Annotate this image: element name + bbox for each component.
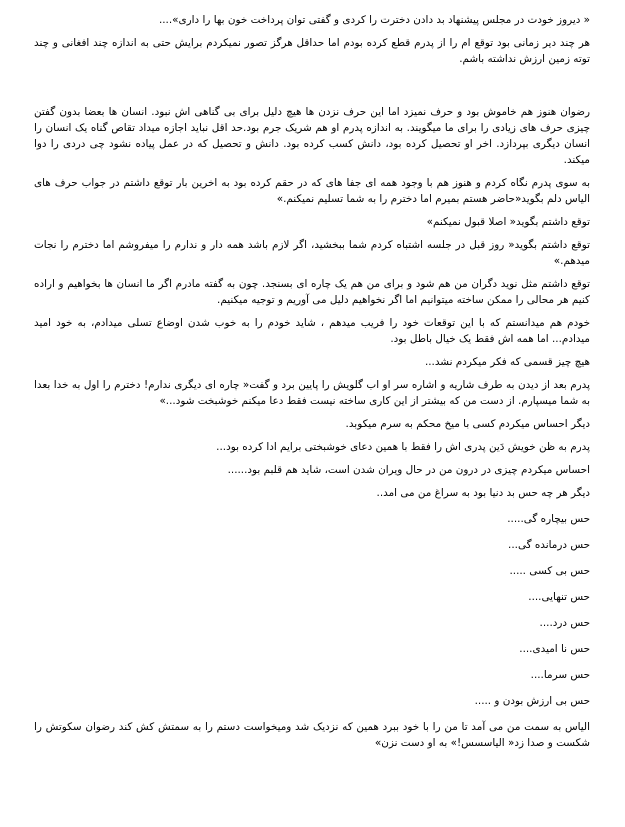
paragraph: توقع داشتم مثل نوید دگران من هم شود و برای من هم یک چاره ای بسنجد. چون به گفته مادرم اگر ما انسان ها بخواهیم و اراده کنیم هر محالی را ممکن ساخته میتوانیم اما اگر نخواهیم دلیل می آوریم و توجیه میکنیم.: [34, 278, 590, 306]
feeling-line: حس بی کسی .....: [509, 565, 590, 577]
paragraph: هر چند دیر زمانی بود توقع ام را از پدرم قطع کرده بودم اما حداقل هرگز تصور نمیکردم برایش حتی به اندازه چند افغانی و چند توته زمین ارزش نداشته باشم.: [34, 37, 590, 65]
paragraph: پدرم به ظن خویش دَین پدری اش را فقط با همین دعای خوشبختی برایم ادا کرده بود...: [216, 441, 590, 453]
paragraph: خودم هم میدانستم که با این توقعات خود را فریب میدهم ، شاید خودم را به خوب شدن اوضاع تسلی میدادم، به خود امید میدادم... اما همه اش فقط یک خیال باطل بود.: [34, 317, 590, 345]
paragraph: توقع داشتم بگوید« روز قبل در جلسه اشتباه کردم شما ببخشید، اگر لازم باشد همه دار و ندارم را میفروشم اما دخترم را نجات میدهم.»: [34, 239, 590, 267]
paragraph: به سوی پدرم نگاه کردم و هنوز هم با وجود همه ای جفا های که در حقم کرده بود به اخرین بار توقع داشتم در جواب حرف های الیاس دلم بگوید«حاضر هستم بمیرم اما دخترم را به شما تسلیم نمیکنم.»: [34, 177, 590, 205]
paragraph: هیچ چیز قسمی که فکر میکردم نشد...: [424, 356, 590, 368]
paragraph: پدرم بعد از دیدن به طرف شاریه و اشاره سر او اب گلویش را پایین برد و گفت« چاره ای دیگری ندارم! دخترم را اول به خدا بعدا به شما میسپارم. از دست من که بیشتر از این کاری ساخته نیست فقط دعا میکنم خوشبخت شود...»: [34, 379, 590, 407]
paragraph: الیاس به سمت من می آمد تا من را با خود ببرد همین که نزدیک شد ومیخواست دستم را به سمتش کش کند رضوان سکوتش را شکست و صدا زد« الیاسسس!» به او دست نزن»: [34, 721, 590, 749]
feeling-line: حس سرما....: [530, 669, 590, 681]
feeling-line: حس تنهایی....: [528, 591, 590, 603]
feeling-line: حس درد....: [539, 617, 590, 629]
paragraph: دیگر احساس میکردم کسی با میخ محکم به سرم میکوبد.: [345, 418, 590, 430]
paragraph: احساس میکردم چیزی در درون من در حال ویران شدن است، شاید هم قلبم بود......: [227, 464, 590, 476]
paragraph-gap: [34, 74, 590, 104]
paragraph: رضوان هنوز هم خاموش بود و حرف نمیزد اما این حرف نزدن ها هیچ دلیل برای بی گناهی اش نبود. انسان ها بعضا بدون گفتن چیزی حرف های زیادی را برای ما میگویند. به اندازه پدرم او هم شریک جرم بود.حد اقل نباید اجازه میداد تقاص گناه یک انسان را انسان دیگری بپردازد. اخر او تحصیل کرده بود، دانش کسب کرده بود. دانش و تحصیل که در عمل پیاده نشود چی دردی را دوا میکند.: [34, 106, 590, 166]
feeling-line: حس بی ارزش بودن و .....: [474, 695, 590, 707]
feeling-line: حس نا امیدی....: [519, 643, 590, 655]
paragraph: « دیروز خودت در مجلس پیشنهاد بد دادن دخترت را کردی و گفتی توان پرداخت خون بها را داری»....: [158, 14, 590, 26]
paragraph: دیگر هر چه حس بد دنیا بود به سراغ من می امد..: [376, 487, 590, 499]
document-page: [34, 12, 590, 758]
paragraph: توقع داشتم بگوید« اصلا قبول نمیکنم»: [426, 216, 590, 228]
feeling-line: حس درمانده گی...: [508, 539, 590, 551]
feeling-line: حس بیچاره گی.....: [507, 513, 590, 525]
